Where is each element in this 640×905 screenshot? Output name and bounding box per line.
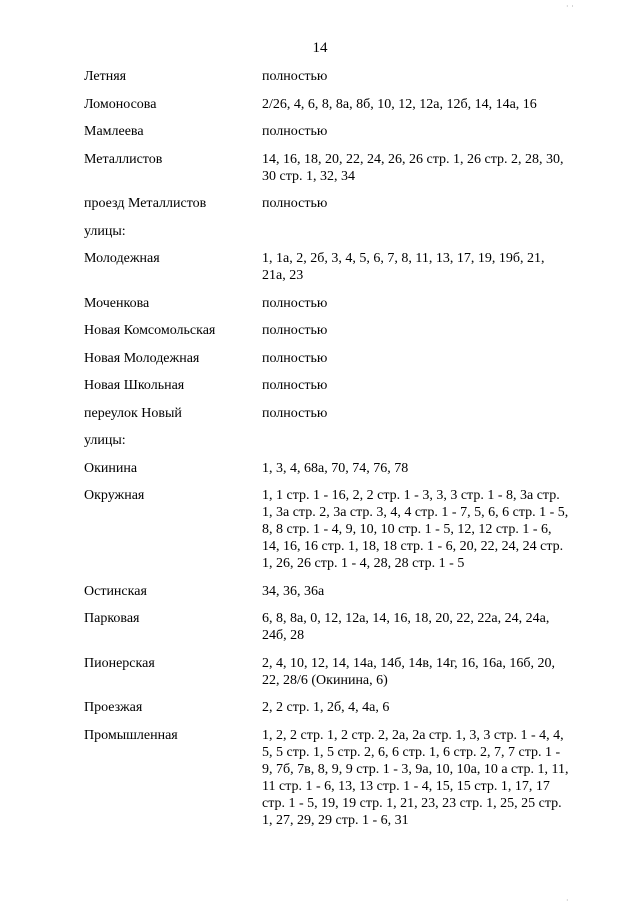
house-numbers	[262, 655, 604, 689]
house-numbers-line: полностью	[262, 196, 328, 211]
house-numbers-line: 34, 36, 36а	[262, 583, 325, 599]
corner-mark-top: · ·	[566, 2, 574, 11]
house-numbers-line: 6, 8, 8а, 0, 12, 12а, 14, 16, 18, 20, 22, 22а, 24, 24а,	[262, 611, 550, 626]
house-numbers-line: 22, 28/6 (Окинина, 6)	[262, 672, 388, 688]
street-row	[84, 96, 604, 113]
house-numbers-line: 14, 16, 16 стр. 1, 18, 18 стр. 1 - 6, 20, 22, 24, 24 стр.	[262, 539, 564, 554]
street-name: Окинина	[84, 460, 138, 476]
page-number: 14	[312, 40, 328, 56]
house-numbers-line: полностью	[262, 124, 328, 139]
house-numbers	[262, 432, 604, 449]
street-name: Парковая	[84, 611, 140, 626]
house-numbers-line: полностью	[262, 295, 328, 311]
house-numbers-line	[262, 223, 604, 240]
house-numbers	[262, 610, 604, 644]
house-numbers-line: 2/26, 4, 6, 8, 8а, 8б, 10, 12, 12а, 12б, 14, 14а, 16	[262, 96, 537, 112]
house-numbers-line	[262, 432, 604, 449]
street-name: Окружная	[84, 488, 145, 503]
street-list	[84, 68, 604, 839]
house-numbers-line: полностью	[262, 405, 328, 421]
house-numbers	[262, 151, 604, 185]
house-numbers-line: 1, 3, 4, 68а, 70, 74, 76, 78	[262, 460, 409, 476]
house-numbers-line: 2, 2 стр. 1, 2б, 4, 4а, 6	[262, 700, 390, 715]
street-row	[84, 295, 604, 312]
street-row	[84, 610, 604, 644]
street-row	[84, 151, 604, 185]
house-numbers-line: 1, 2, 2 стр. 1, 2 стр. 2, 2а, 2а стр. 1, 3, 3 стр. 1 - 4, 4,	[262, 727, 564, 743]
street-row	[84, 123, 604, 140]
house-numbers-line: 1, 27, 29, 29 стр. 1 - 6, 31	[262, 812, 409, 828]
street-row	[84, 727, 604, 829]
street-name: Промышленная	[84, 727, 178, 743]
house-numbers-line: полностью	[262, 350, 328, 366]
house-numbers-line: 11 стр. 1 - 6, 13, 13 стр. 1 - 4, 15, 15 стр. 1, 17, 17	[262, 778, 550, 794]
house-numbers-line: 24б, 28	[262, 628, 305, 643]
street-name: Новая Школьная	[84, 378, 185, 393]
street-row	[84, 583, 604, 600]
street-name: Летняя	[84, 69, 127, 84]
house-numbers	[262, 699, 604, 716]
house-numbers	[262, 223, 604, 240]
house-numbers	[262, 377, 604, 394]
house-numbers	[262, 295, 604, 312]
street-name: Металлистов	[84, 151, 163, 167]
street-row	[84, 487, 604, 572]
house-numbers-line: 1, 26, 26 стр. 1 - 4, 28, 28 стр. 1 - 5	[262, 556, 465, 571]
house-numbers-line: полностью	[262, 378, 328, 393]
house-numbers-line: 21а, 23	[262, 268, 304, 283]
house-numbers	[262, 68, 604, 85]
house-numbers	[262, 460, 604, 477]
street-name: улицы:	[84, 223, 126, 239]
house-numbers	[262, 487, 604, 572]
house-numbers	[262, 405, 604, 422]
street-name: Новая Комсомольская	[84, 323, 216, 338]
house-numbers-line: 2, 4, 10, 12, 14, 14а, 14б, 14в, 14г, 16, 16а, 16б, 20,	[262, 655, 555, 671]
street-name: переулок Новый	[84, 405, 182, 421]
street-name: Ломоносова	[84, 96, 157, 112]
house-numbers-line: полностью	[262, 69, 328, 84]
house-numbers-line: полностью	[262, 323, 328, 338]
street-row	[84, 223, 604, 240]
street-row	[84, 377, 604, 394]
street-row	[84, 699, 604, 716]
corner-mark-bottom: ·	[566, 896, 569, 905]
house-numbers	[262, 727, 604, 829]
street-name: Мамлеева	[84, 124, 144, 139]
house-numbers	[262, 350, 604, 367]
house-numbers-line: 8, 8 стр. 1 - 4, 9, 10, 10 стр. 1 - 5, 12, 12 стр. 1 - 6,	[262, 522, 552, 537]
house-numbers	[262, 96, 604, 113]
street-row	[84, 350, 604, 367]
street-row	[84, 460, 604, 477]
house-numbers	[262, 583, 604, 600]
street-name: Проезжая	[84, 700, 143, 715]
house-numbers-line: стр. 1 - 5, 19, 19 стр. 1, 21, 23, 23 стр. 1, 25, 25 стр.	[262, 795, 562, 811]
house-numbers	[262, 250, 604, 284]
street-row	[84, 322, 604, 339]
house-numbers	[262, 123, 604, 140]
house-numbers	[262, 195, 604, 212]
house-numbers-line: 30 стр. 1, 32, 34	[262, 168, 356, 184]
street-row	[84, 655, 604, 689]
house-numbers	[262, 322, 604, 339]
street-row	[84, 432, 604, 449]
street-row	[84, 250, 604, 284]
house-numbers-line: 1, 3а стр. 2, 3а стр. 3, 4, 4 стр. 1 - 7, 5, 6, 6 стр. 1 - 5,	[262, 505, 569, 520]
house-numbers-line: 5, 5 стр. 1, 5 стр. 2, 6, 6 стр. 1, 6 стр. 2, 7, 7 стр. 1 -	[262, 744, 561, 760]
street-name: Пионерская	[84, 655, 155, 671]
street-row	[84, 405, 604, 422]
house-numbers-line: 9, 7б, 7в, 8, 9, 9 стр. 1 - 3, 9а, 10, 10а, 10 а стр. 1, 11,	[262, 761, 569, 777]
street-name: Новая Молодежная	[84, 350, 200, 366]
street-name: проезд Металлистов	[84, 196, 207, 211]
street-name: Остинская	[84, 583, 147, 599]
house-numbers-line: 1, 1а, 2, 2б, 3, 4, 5, 6, 7, 8, 11, 13, 17, 19, 19б, 21,	[262, 251, 545, 266]
street-name: улицы:	[84, 433, 126, 448]
house-numbers-line: 14, 16, 18, 20, 22, 24, 26, 26 стр. 1, 26 стр. 2, 28, 30,	[262, 151, 564, 167]
house-numbers-line: 1, 1 стр. 1 - 16, 2, 2 стр. 1 - 3, 3, 3 стр. 1 - 8, 3а стр.	[262, 488, 560, 503]
street-name: Моченкова	[84, 295, 150, 311]
street-row	[84, 195, 604, 212]
street-name: Молодежная	[84, 251, 160, 266]
street-row	[84, 68, 604, 85]
